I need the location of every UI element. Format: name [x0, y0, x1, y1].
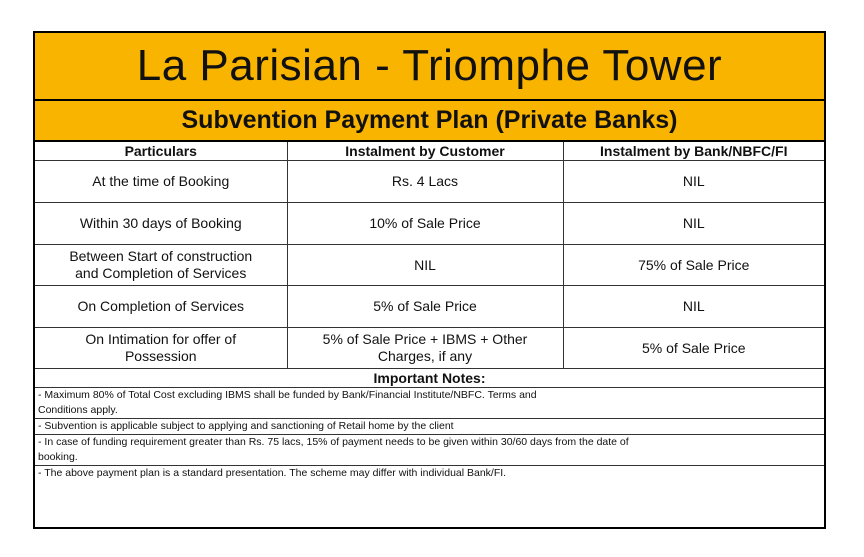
table-row [35, 328, 824, 369]
cell-customer: NIL [287, 245, 563, 286]
payment-plan-sheet [33, 31, 826, 529]
important-notes [35, 369, 824, 481]
cell-bank: NIL [563, 203, 824, 245]
cell-customer: 5% of Sale Price + IBMS + Other Charges, if any [287, 328, 563, 369]
cell-bank: 75% of Sale Price [563, 245, 824, 286]
cell-particular: On Intimation for offer of Possession [35, 328, 287, 369]
note-item: - Maximum 80% of Total Cost excluding IBMS shall be funded by Bank/Financial Institute/NBFC. Terms and Conditions apply. [35, 388, 824, 419]
cell-customer: 10% of Sale Price [287, 203, 563, 245]
cell-particular: Between Start of construction and Completion of Services [35, 245, 287, 286]
column-header-bank: Instalment by Bank/NBFC/FI [563, 142, 824, 161]
cell-customer: Rs. 4 Lacs [287, 161, 563, 203]
table-row [35, 203, 824, 245]
column-header-customer: Instalment by Customer [287, 142, 563, 161]
cell-bank: NIL [563, 161, 824, 203]
note-item: - In case of funding requirement greater than Rs. 75 lacs, 15% of payment needs to be given within 30/60 days from the date of booking. [35, 435, 824, 466]
cell-particular: On Completion of Services [35, 286, 287, 328]
table-row [35, 286, 824, 328]
page-title: La Parisian - Triomphe Tower [35, 33, 824, 101]
cell-particular: At the time of Booking [35, 161, 287, 203]
column-header-particulars: Particulars [35, 142, 287, 161]
notes-heading: Important Notes: [35, 369, 824, 388]
cell-bank: 5% of Sale Price [563, 328, 824, 369]
note-item: - Subvention is applicable subject to applying and sanctioning of Retail home by the client [35, 419, 824, 435]
payment-plan-table [35, 142, 824, 369]
cell-particular: Within 30 days of Booking [35, 203, 287, 245]
cell-customer: 5% of Sale Price [287, 286, 563, 328]
plan-subtitle: Subvention Payment Plan (Private Banks) [35, 101, 824, 142]
table-header-row [35, 142, 824, 161]
cell-bank: NIL [563, 286, 824, 328]
table-row [35, 245, 824, 286]
table-row [35, 161, 824, 203]
note-item: - The above payment plan is a standard presentation. The scheme may differ with individual Bank/FI. [38, 467, 507, 479]
